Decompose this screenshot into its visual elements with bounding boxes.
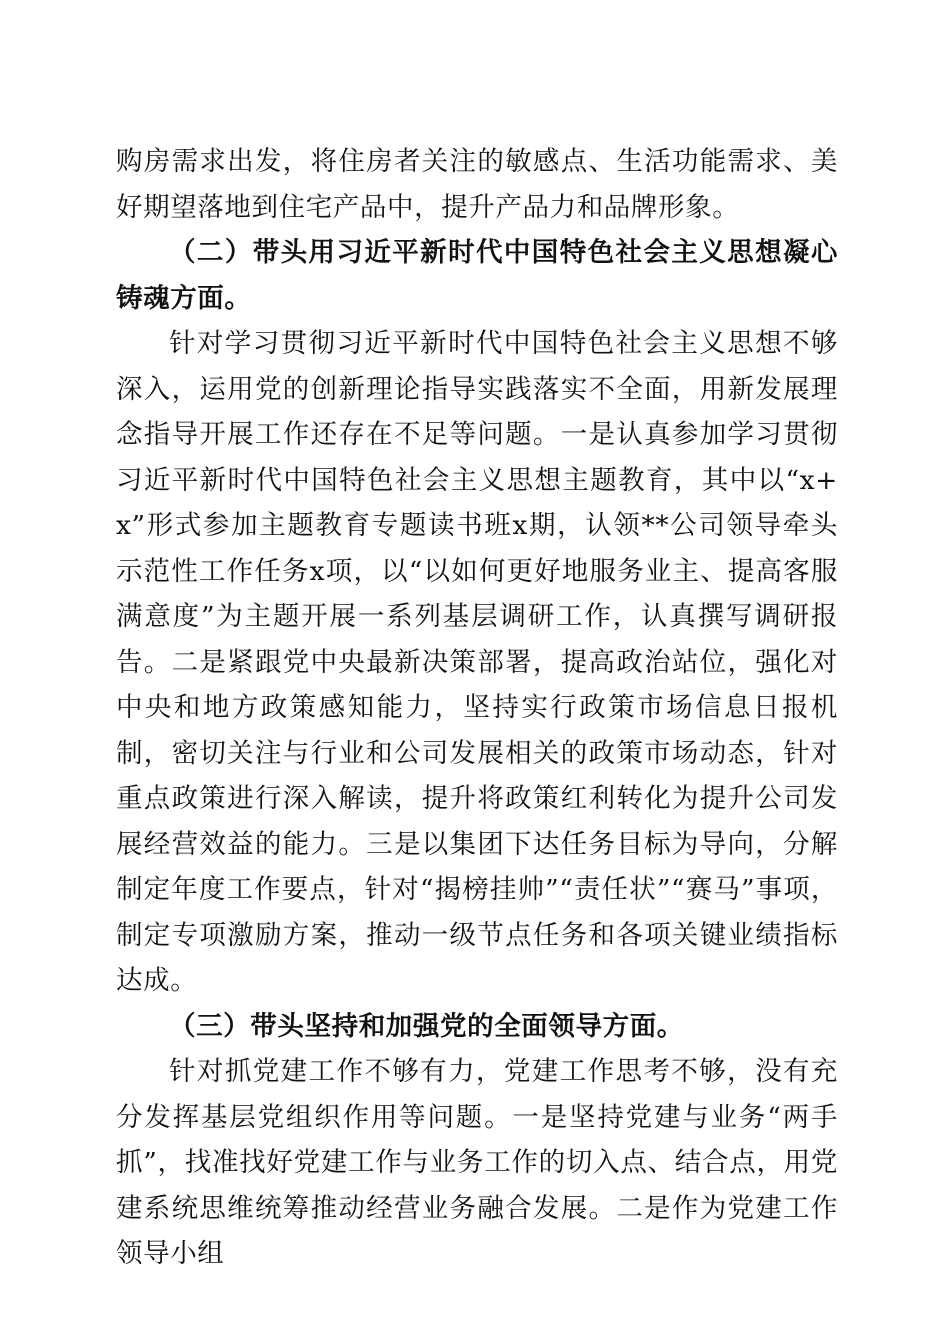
section-heading-2: （二）带头用习近平新时代中国特色社会主义思想凝心铸魂方面。: [116, 237, 838, 314]
section-heading-3: （三）带头坚持和加强党的全面领导方面。: [169, 1010, 684, 1042]
paragraph-continuation: 购房需求出发，将住房者关注的敏感点、生活功能需求、美好期望落地到住宅产品中，提升产品力和品牌形象。: [116, 146, 838, 223]
paragraph-section-3-body: 针对抓党建工作不够有力，党建工作思考不够，没有充分发挥基层党组织作用等问题。一是坚持党建与业务“两手抓”，找准找好党建工作与业务工作的切入点、结合点，用党建系统思维统筹推动经营业务融合发展。二是作为党建工作领导小组: [116, 1056, 838, 1269]
document-body: [116, 139, 838, 1277]
paragraph-section-2-body: 针对学习贯彻习近平新时代中国特色社会主义思想不够深入，运用党的创新理论指导实践落实不全面，用新发展理念指导开展工作还存在不足等问题。一是认真参加学习贯彻习近平新时代中国特色社会主义思想主题教育，其中以“x+x”形式参加主题教育专题读书班x期，认领**公司领导牵头示范性工作任务x项，以“以如何更好地服务业主、提高客服满意度”为主题开展一系列基层调研工作，认真撰写调研报告。二是紧跟党中央最新决策部署，提高政治站位，强化对中央和地方政策感知能力，坚持实行政策市场信息日报机制，密切关注与行业和公司发展相关的政策市场动态，针对重点政策进行深入解读，提升将政策红利转化为提升公司发展经营效益的能力。三是以集团下达任务目标为导向，分解制定年度工作要点，针对“揭榜挂帅”“责任状”“赛马”事项，制定专项激励方案，推动一级节点任务和各项关键业绩指标达成。: [116, 328, 838, 996]
